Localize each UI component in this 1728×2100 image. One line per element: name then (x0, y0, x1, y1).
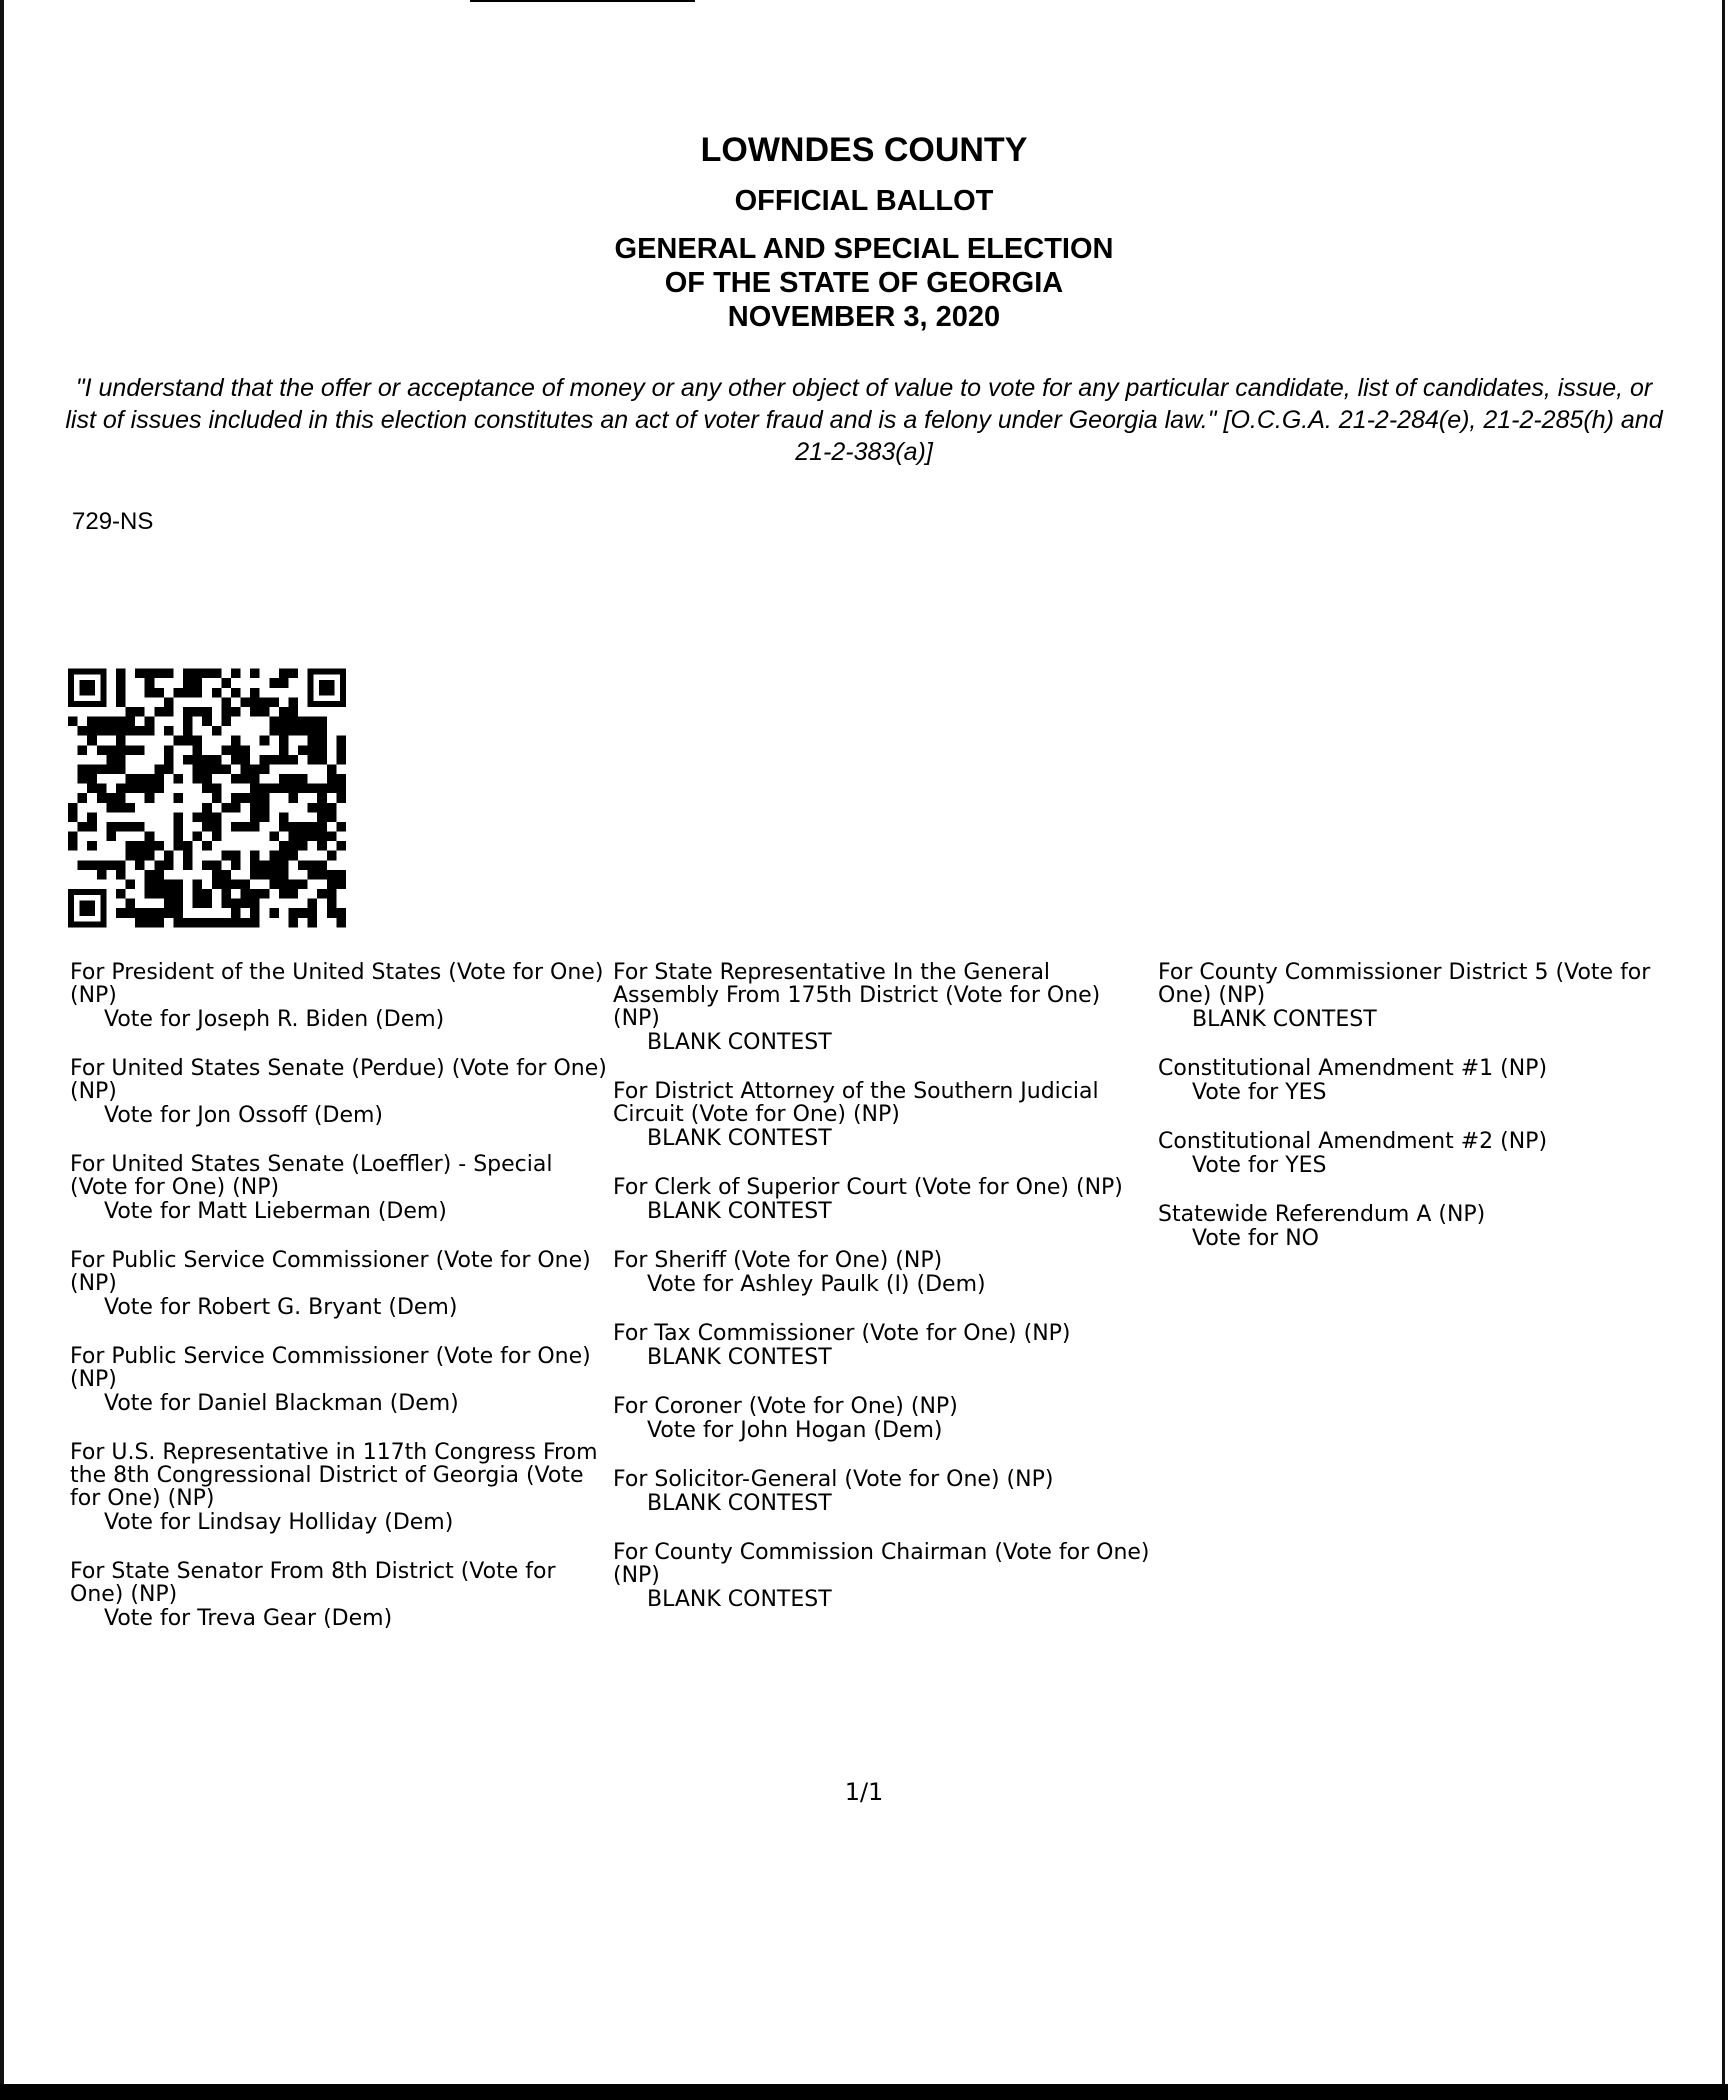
contest-title: For County Commissioner District 5 (Vote for One) (NP) (1158, 961, 1651, 1008)
election-line-2: OF THE STATE OF GEORGIA (664, 267, 1064, 299)
qr-code-icon (68, 668, 346, 928)
contest-title: For President of the United States (Vote for One) (NP) (70, 960, 604, 1008)
contest-entry (613, 1541, 1153, 1613)
contest-title: For State Representative In the General Assembly From 175th District (Vote for One) (NP) (613, 960, 1101, 1031)
contest-choice: Vote for Robert G. Bryant (Dem) (104, 1295, 458, 1320)
contest-entry (613, 1249, 1153, 1298)
contest-choice: BLANK CONTEST (647, 1199, 832, 1224)
contest-choice: Vote for YES (1192, 1080, 1327, 1105)
contest-column-1 (70, 961, 610, 1656)
ballot-header (0, 128, 1728, 334)
contest-title: For Tax Commissioner (Vote for One) (NP) (613, 1321, 1071, 1346)
contest-entry (1158, 1203, 1683, 1252)
contest-choice: Vote for Joseph R. Biden (Dem) (104, 1007, 445, 1032)
contest-title: For Sheriff (Vote for One) (NP) (613, 1248, 943, 1273)
contest-column-3 (1158, 961, 1683, 1276)
county-title: LOWNDES COUNTY (700, 131, 1028, 169)
contest-title: For State Senator From 8th District (Vote for One) (NP) (70, 1559, 556, 1607)
top-rule (470, 0, 695, 2)
contest-choice: Vote for Ashley Paulk (I) (Dem) (647, 1272, 986, 1297)
contest-choice: BLANK CONTEST (1192, 1007, 1377, 1032)
contest-choice: Vote for NO (1192, 1226, 1319, 1251)
contest-choice: BLANK CONTEST (647, 1587, 832, 1612)
contest-entry (1158, 1057, 1683, 1106)
contest-entry (613, 1322, 1153, 1371)
contest-title: Constitutional Amendment #2 (NP) (1158, 1129, 1548, 1154)
ballot-code: 729-NS (72, 508, 154, 535)
contest-title: Constitutional Amendment #1 (NP) (1158, 1056, 1548, 1081)
contest-choice: Vote for Matt Lieberman (Dem) (104, 1199, 447, 1224)
contest-entry (70, 1441, 610, 1536)
contest-entry (70, 1560, 610, 1632)
contest-choice: Vote for Lindsay Holliday (Dem) (104, 1510, 454, 1535)
contest-choice: BLANK CONTEST (647, 1345, 832, 1370)
contest-entry (70, 1249, 610, 1321)
contest-title: For Solicitor-General (Vote for One) (NP) (613, 1467, 1054, 1492)
contest-title: For United States Senate (Loeffler) - Special (Vote for One) (NP) (70, 1152, 553, 1200)
contest-entry (613, 961, 1153, 1056)
contest-entry (613, 1395, 1153, 1444)
contest-title: For Coroner (Vote for One) (NP) (613, 1394, 958, 1419)
election-line-1: GENERAL AND SPECIAL ELECTION (614, 233, 1114, 265)
contest-title: Statewide Referendum A (NP) (1158, 1202, 1486, 1227)
contest-entry (613, 1080, 1153, 1152)
contest-entry (1158, 1130, 1683, 1179)
contest-entry (70, 961, 610, 1033)
contest-entry (70, 1153, 610, 1225)
contest-column-2 (613, 961, 1153, 1637)
contest-entry (613, 1468, 1153, 1517)
election-date: NOVEMBER 3, 2020 (727, 301, 1001, 333)
contest-choice: Vote for Treva Gear (Dem) (104, 1606, 393, 1631)
contest-title: For Public Service Commissioner (Vote for One) (NP) (70, 1248, 591, 1296)
contest-title: For United States Senate (Perdue) (Vote for One) (NP) (70, 1056, 607, 1104)
contest-title: For District Attorney of the Southern Judicial Circuit (Vote for One) (NP) (613, 1079, 1099, 1127)
contest-choice: BLANK CONTEST (647, 1491, 832, 1516)
contest-entry (70, 1345, 610, 1417)
contest-entry (1158, 961, 1683, 1033)
contest-choice: Vote for YES (1192, 1153, 1327, 1178)
contest-choice: BLANK CONTEST (647, 1030, 832, 1055)
voter-fraud-oath: "I understand that the offer or acceptance of money or any other object of value to vote for any particular candidate, list of candidates, issue, or list of issues included in this election constitutes an act of voter fraud and is a felony under Georgia law." [O.C.G.A. 21-2-284(e), 21-2-285(h) and 21-2-383(a)] (65, 374, 1663, 466)
contest-choice: Vote for Jon Ossoff (Dem) (104, 1103, 384, 1128)
contest-choice: Vote for John Hogan (Dem) (647, 1418, 943, 1443)
contest-title: For U.S. Representative in 117th Congress From the 8th Congressional District of Georgia (Vote for One) (NP) (70, 1440, 598, 1511)
bottom-scan-bar (0, 2084, 1728, 2100)
contest-entry (70, 1057, 610, 1129)
contest-choice: Vote for Daniel Blackman (Dem) (104, 1391, 459, 1416)
contest-title: For Public Service Commissioner (Vote for One) (NP) (70, 1344, 591, 1392)
page-number: 1/1 (844, 1778, 884, 1806)
contest-choice: BLANK CONTEST (647, 1126, 832, 1151)
election-title (0, 232, 1728, 334)
ballot-type: OFFICIAL BALLOT (734, 185, 994, 217)
contest-title: For County Commission Chairman (Vote for One) (NP) (613, 1540, 1150, 1588)
contest-title: For Clerk of Superior Court (Vote for One) (NP) (613, 1175, 1123, 1200)
contest-entry (613, 1176, 1153, 1225)
